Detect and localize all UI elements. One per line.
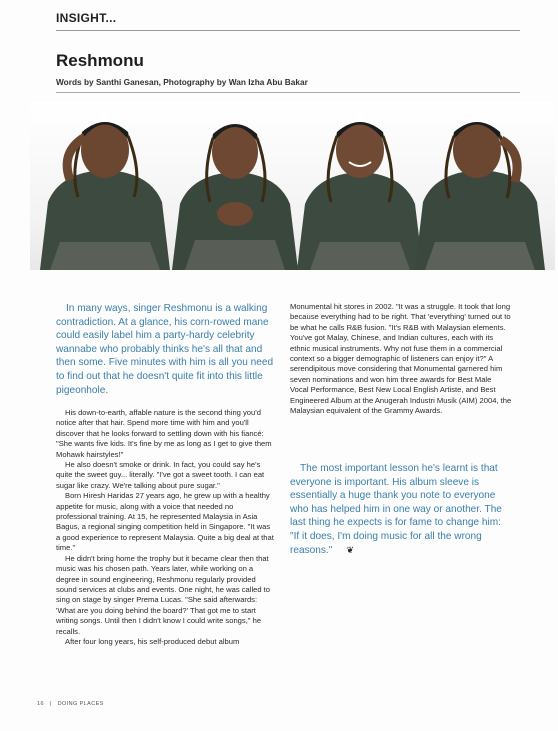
body-paragraph: After four long years, his self-produced debut album [65,636,240,646]
singer-figure-4 [405,102,555,270]
body-paragraph: He didn't bring home the trophy but it became clear then that music was his chosen path. Years later, while working on a degree in sound engineering, Reshmonu regularly provided sound services at clubs and events. One night, he was called to sing on stage by singer Prema Lucas. "She said afterwards: 'What are you doing behind the board?' That got me to start writing songs. Until then I didn't know I could write songs," he recalls. [56,553,271,636]
footer-separator: | [49,701,52,707]
article-title: Reshmonu [56,51,144,70]
body-paragraph: Monumental hit stores in 2002. "It was a struggle. It took that long because everything had to be right. That 'everything' turned out to be what he calls R&B fusion. "It's R&B with Malaysian elements. You've got Malay, Chinese, and Indian cultures, each with its ethnic musical instruments. Why not fuse them in a commercial context so a bigger demographic of listeners can enjoy it?" A serendipitous move considering that Monumental garnered him seven nominations and won him three awards for Best Male Vocal Performance, Best New Local English Artiste, and Best Engineered Album at the Anugerah Industri Musik (AIM) 2004, the Malaysian equivalent of the Grammy Awards. [290,302,512,416]
publication-name: DOING PLACES [57,701,104,707]
pull-quote [290,462,512,557]
lead-paragraph: In many ways, singer Reshmonu is a walking contradiction. At a glance, his corn-rowed mane could easily label him a party-hardy celebrity wannabe who probably thinks he's all that and then some. Five minutes with him is all you need to find out that he doesn't quite fit into this little pigeonhole. [56,303,274,396]
pull-quote-text: The most important lesson he's learnt is that everyone is important. His album sleeve is essentially a huge thank you note to everyone who has helped him in one way or another. The last thing he expects is for fame to change him: "If it does, I'm doing music for all the wrong reasons." [290,463,502,556]
body-paragraph: He also doesn't smoke or drink. In fact, you could say he's quite the sweet guy... literally. "I've got a sweet tooth. I can eat sugar like crazy. We're talking about pure sugar." [56,460,265,490]
byline: Words by Santhi Ganesan, Photography by Wan Izha Abu Bakar [56,77,308,87]
singer-figure-1 [30,102,180,270]
body-paragraph: His down-to-earth, affable nature is the second thing you'd notice after that hair. Spend more time with him and you'll discover that he looks forward to settling down with his fiancé: "She wants five kids. It's fine by me as long as I get to give them Mohawk hairstyles!" [56,408,272,459]
body-column-right [290,302,512,416]
section-tag: INSIGHT... [56,11,117,25]
article-photo [30,102,555,270]
byline-rule [56,92,520,93]
page-footer [37,701,108,707]
top-rule [56,30,520,31]
body-paragraph: Born Hiresh Haridas 27 years ago, he grew up with a healthy appetite for music, along with a voice that needed no professional training. At 15, he represented Malaysia in Asia Bagus, a regional singing competition held in Singapore. "It was a good experience to represent Malaysia. Quite a big deal at that time." [56,491,274,553]
body-column-left [56,408,274,647]
end-mark-icon: ❦ [346,544,354,555]
page-number: 16 [37,701,44,707]
